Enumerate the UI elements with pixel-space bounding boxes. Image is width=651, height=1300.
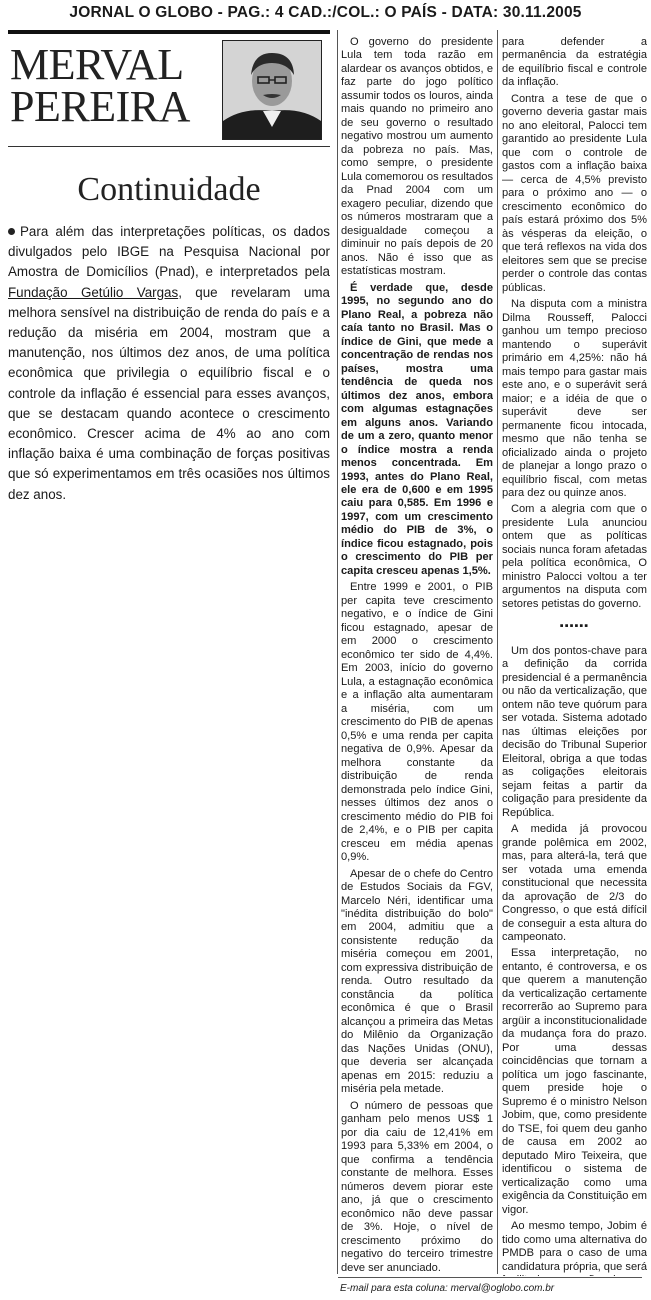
lead-text-part1: Para além das interpretações políticas, os dados divulgados pelo IBGE na Pesquisa Nacional por Amostra de Domicílios (Pnad), e interpretados pela [8,224,330,280]
paragraph: Apesar de o chefe do Centro de Estudos Sociais da FGV, Marcelo Néri, identificar uma "inédita distribuição do bolo" em 2004, admitiu que a consistente redução da miséria começou em 2001, com expressiva distribuição de renda. Outro resultado da constância da política econômica é que o Brasil alcançou a primeira das Metas do Milênio da Organização das Nações Unidas (ONU), que deveria ser alcançada apenas em 2015: reduziu a miséria pela metade. [341,867,493,1096]
column-masthead [8,30,330,147]
author-name [10,40,190,131]
paragraph: Essa interpretação, no entanto, é controversa, e os que querem a manutenção da verticalização certamente recorrerão ao Supremo para argüir a inconstitucionalidade da mudança fora do prazo. Por uma dessas coincidências que tornam a política um jogo fascinante, quem preside hoje o Supremo é o ministro Nelson Jobim, que, como presidente do TSE, foi quem deu ganho de causa em 2002 ao deputado Miro Teixeira, que identificou o sistema de verticalização como uma exigência da Constituição em vigor. [502,947,647,1216]
article-column-2 [341,36,493,1276]
paragraph: Na disputa com a ministra Dilma Rousseff, Palocci ganhou um tempo precioso mantendo o superávit primário em 4,25%: não há mais tempo para gastar mais este ano, e o superávit será maior; e a idéia de que o superávit deve ser permanente ficou intocada, mesmo que não tenha se oficializado ainda o projeto de planejar a longo prazo o equilíbrio fiscal, com metas para dez ou quinze anos. [502,298,647,499]
article-column-3 [502,36,647,1276]
column-divider [497,30,498,1274]
paragraph: para defender a permanência da estratégia de equilíbrio fiscal e controle da inflação. [502,36,647,89]
column-email-footer: E-mail para esta coluna: merval@oglobo.com.br [340,1283,555,1294]
paragraph: O número de pessoas que ganham pelo menos US$ 1 por dia caiu de 12,41% em 1993 para 5,33% em 2004, o que confirma a tendência constante de melhora. Esses números devem piorar este ano, já que o crescimento econômico não deve passar de 3%. Hoje, o nível de crescimento próximo do negativo do terceiro trimestre deve ser anunciado. [341,1099,493,1274]
paragraph: Contra a tese de que o governo deveria gastar mais no ano eleitoral, Palocci tem garantido ao presidente Lula que com o controle de gastos com a inflação baixa — cerca de 4,5% previsto para o próximo ano — o crescimento econômico do país estará próximo dos 5% às vésperas da eleição, o que terá reflexos na vida dos eleitores sem que se precise perder o controle das contas públicas. [502,92,647,294]
paragraph: Um dos pontos-chave para a definição da corrida presidencial é a permanência ou não da verticalização, que ontem não teve quórum para ser votada. Sistema adotado nas últimas eleições por decisão do Tribunal Superior Eleitoral, obriga a que todas as coligações eleitorais sejam feitas a partir da coligação para presidente da República. [502,644,647,819]
paragraph: O governo do presidente Lula tem toda razão em alardear os avanços obtidos, e faz parte do jogo político assumir todos os louros, ainda mais quando no primeiro ano de seu governo o resultado negativo mostrou um aumento da pobreza no país. Mas, como sempre, o presidente Lula comemorou os resultados da Pnad 2004 com um exagero peculiar, dizendo que os números mostraram que a desigualdade começou a diminuir no país depois de 20 anos. Não é isso que as estatísticas mostram. [341,36,493,278]
footer-rule [338,1277,642,1278]
paragraph: Entre 1999 e 2001, o PIB per capita teve crescimento negativo, e o índice de Gini ficou estagnado, apesar de em 2000 o crescimento econômico ter sido de 4,4%. Em 2003, início do governo Lula, a estagnação econômica e a inflação alta aumentaram a miséria, com um crescimento do PIB de apenas 0,5% e uma renda per capita negativa de 0,9%. Apesar da melhora constante da distribuição de renda demonstrada pelo índice Gini, nesses últimos dez anos o crescimento médio do PIB foi de 2,4%, e o PIB per capita cresceu em média apenas 0,9%. [341,581,493,864]
newspaper-header: JORNAL O GLOBO - PAG.: 4 CAD.:/COL.: O PAÍS - DATA: 30.11.2005 [69,4,582,21]
paragraph: Ao mesmo tempo, Jobim é tido como uma alternativa do PMDB para o caso de uma candidatura própria, que será [502,1220,647,1273]
column-divider [337,30,338,1274]
article-headline: Continuidade [77,171,261,208]
lead-text-part2: , que revelaram uma melhora sensível na distribuição de renda do país e a redução da miséria em 2004, mostram que a manutenção, nos últimos dez anos, de uma política econômica que privilegia o equilíbrio fiscal e o controle da inflação é essencial para esses avanços, que se destacam quando acontece o crescimento econômico. Crescer acima de 4% ao ano com inflação baixa é uma combinação de forças positivas que só experimentamos em três ocasiões nos últimos dez anos. [8,284,330,502]
paragraph: Com a alegria com que o presidente Lula anunciou ontem que as políticas sociais nunca foram afetadas pela política econômica, O ministro Palocci voltou a ter argumentos na disputa com setores petistas do governo. [502,503,647,610]
author-portrait-icon [222,40,322,140]
author-name-line1: MERVAL [10,40,184,89]
fgv-link: Fundação Getúlio Vargas [8,284,179,300]
author-name-line2: PEREIRA [10,82,190,131]
paragraph: É verdade que, desde 1995, no segundo ano do Plano Real, a pobreza não caía tanto no Brasil. Mas o índice de Gini, que mede a concentração de rendas nos países, mostra uma tendência de queda nos últimos dez anos, embora com algumas estagnações em alguns anos. Variando de um a zero, quanto menor o índice mostra a renda menos concentrada. Em 1993, antes do Plano Real, ele era de 0,600 e em 1995 caiu para 0,585. Em 1996 e 1997, com um crescimento médio do PIB de 3%, o índice ficou estagnado, pois o crescimento do PIB per capita cresceu apenas 1,5%. [341,281,493,577]
paragraph: A medida já provocou grande polêmica em 2002, mas, para alterá-la, terá que ser votada uma emenda constitucional que necessita da aprovação de 2/3 do Congresso, o que está difícil de conseguir a esta altura do campeonato. [502,823,647,943]
section-separator: ▪▪▪▪▪▪ [559,620,590,633]
article-lead [8,222,330,505]
bullet-icon [8,228,15,235]
